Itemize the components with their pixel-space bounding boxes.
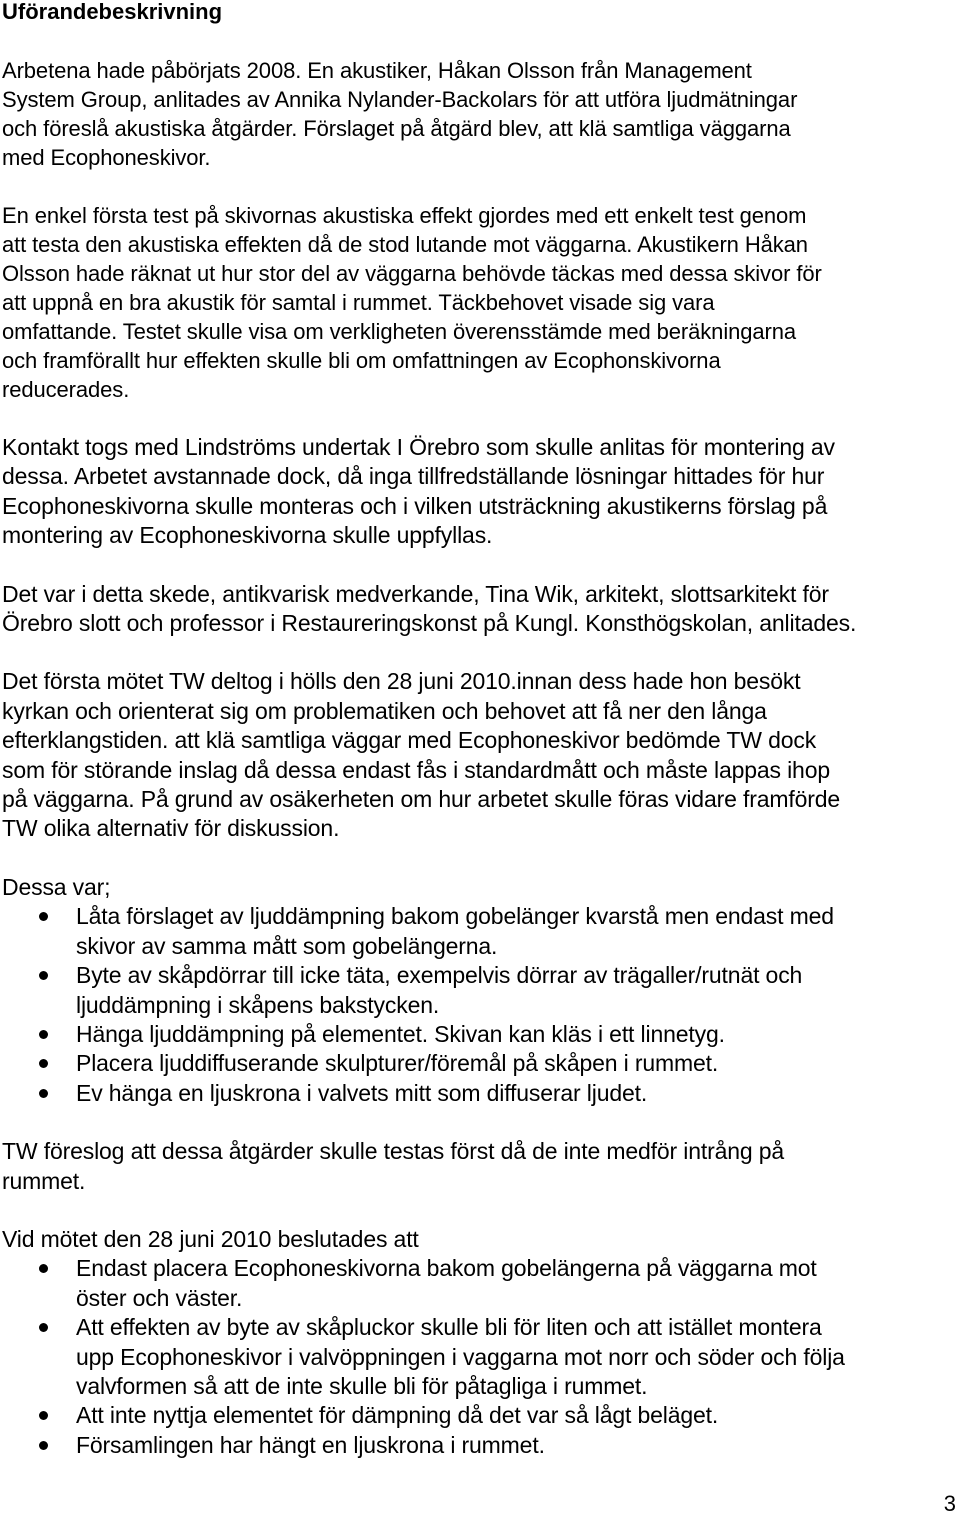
text-line: efterklangstiden. att klä samtliga väggar med Ecophoneskivor bedömde TW dock [2,727,817,754]
text-line: Att inte nyttja elementet för dämpning då det var så lågt beläget. [76,1402,719,1429]
list-item [2,1020,958,1049]
text-line: Arbetena hade påbörjats 2008. En akustiker, Håkan Olsson från Management [2,58,752,83]
text-line: Örebro slott och professor i Restaureringskonst på Kungl. Konsthögskolan, anlitades. [2,610,857,637]
bullet-icon [39,1264,48,1273]
bullet-icon [39,1411,48,1420]
bullet-icon [39,971,48,980]
decisions-intro: Vid mötet den 28 juni 2010 beslutades att [2,1225,419,1252]
text-line: att testa den akustiska effekten då de stod lutande mot väggarna. Akustikern Håkan [2,232,808,257]
text-line: rummet. [2,1167,86,1194]
text-line: TW föreslog att dessa åtgärder skulle testas först då de inte medför intrång på [2,1138,785,1165]
text-line: Endast placera Ecophoneskivorna bakom gobelängerna på väggarna mot [76,1255,817,1282]
text-line: Att effekten av byte av skåpluckor skulle bli för liten och att istället montera [76,1314,822,1341]
bullet-icon [39,912,48,921]
list-item [2,902,958,961]
text-line: Ecophoneskivorna skulle monteras och i vilken utsträckning akustikerns förslag på [2,492,828,519]
text-line: Placera ljuddiffuserande skulpturer/föremål på skåpen i rummet. [76,1050,719,1077]
text-line: Byte av skåpdörrar till icke täta, exempelvis dörrar av trägaller/rutnät och [76,962,803,989]
text-line: Ev hänga en ljuskrona i valvets mitt som diffuserar ljudet. [76,1079,648,1106]
text-line: Kontakt togs med Lindströms undertak I Örebro som skulle anlitas för montering av [2,434,835,460]
alternatives-section [2,873,958,1108]
text-line: och föreslå akustiska åtgärder. Förslaget på åtgärd blev, att klä samtliga väggarna [2,116,791,141]
text-line: kyrkan och orienterat sig om problematiken och behovet att få ner den långa [2,697,767,724]
paragraph-proposal [2,1137,958,1196]
text-line: ljuddämpning i skåpens bakstycken. [76,991,440,1018]
list-item [2,1049,958,1078]
text-line: System Group, anlitades av Annika Nylander-Backolars för att utföra ljudmätningar [2,87,798,112]
paragraph-contact [2,433,958,551]
paragraph-intro [2,56,958,172]
page-number: 3 [943,1491,956,1516]
text-line: dessa. Arbetet avstannade dock, då inga tillfredställande lösningar hittades för hur [2,463,825,490]
paragraph-antiquarian [2,580,958,639]
list-item [2,1431,958,1460]
decisions-list [2,1254,958,1460]
text-line: att uppnå en bra akustik för samtal i rummet. Täckbehovet visade sig vara [2,290,715,315]
text-line: TW olika alternativ för diskussion. [2,815,340,842]
text-line: som för störande inslag då dessa endast fås i standardmått och måste lappas ihop [2,756,830,783]
text-line: på väggarna. På grund av osäkerheten om hur arbetet skulle föras vidare framförde [2,786,841,813]
text-line: Det första mötet TW deltog i hölls den 28 juni 2010.innan dess hade hon besökt [2,668,801,695]
text-line: öster och väster. [76,1284,243,1311]
decisions-section [2,1225,958,1460]
alternatives-list [2,902,958,1108]
text-line: skivor av samma mått som gobelängerna. [76,932,498,959]
bullet-icon [39,1441,48,1450]
text-line: montering av Ecophoneskivorna skulle uppfyllas. [2,522,493,549]
text-line: reducerades. [2,377,130,402]
paragraph-first-meeting [2,667,958,843]
paragraph-test [2,201,958,404]
text-line: En enkel första test på skivornas akustiska effekt gjordes med ett enkelt test genom [2,203,807,228]
bullet-icon [39,1089,48,1098]
text-line: Låta förslaget av ljuddämpning bakom gobelänger kvarstå men endast med [76,903,834,930]
text-line: upp Ecophoneskivor i valvöppningen i vaggarna mot norr och söder och följa [76,1343,845,1370]
list-item [2,1313,958,1401]
text-line: Olsson hade räknat ut hur stor del av väggarna behövde täckas med dessa skivor för [2,261,822,286]
text-line: valvformen så att de inte skulle bli för påtagliga i rummet. [76,1372,648,1399]
document-heading: Uförandebeskrivning [2,0,223,24]
list-item [2,1079,958,1108]
document-page [2,0,958,1460]
text-line: Församlingen har hängt en ljuskrona i rummet. [76,1431,545,1458]
text-line: omfattande. Testet skulle visa om verkligheten överensstämde med beräkningarna [2,319,797,344]
bullet-icon [39,1030,48,1039]
list-item [2,1254,958,1313]
text-line: och framförallt hur effekten skulle bli om omfattningen av Ecophonskivorna [2,348,721,373]
list-item [2,1401,958,1430]
bullet-icon [39,1323,48,1332]
list-item [2,961,958,1020]
bullet-icon [39,1059,48,1068]
text-line: Det var i detta skede, antikvarisk medverkande, Tina Wik, arkitekt, slottsarkitekt för [2,580,829,607]
text-line: Hänga ljuddämpning på elementet. Skivan kan kläs i ett linnetyg. [76,1020,725,1047]
text-line: med Ecophoneskivor. [2,145,211,170]
alternatives-intro: Dessa var; [2,873,111,900]
